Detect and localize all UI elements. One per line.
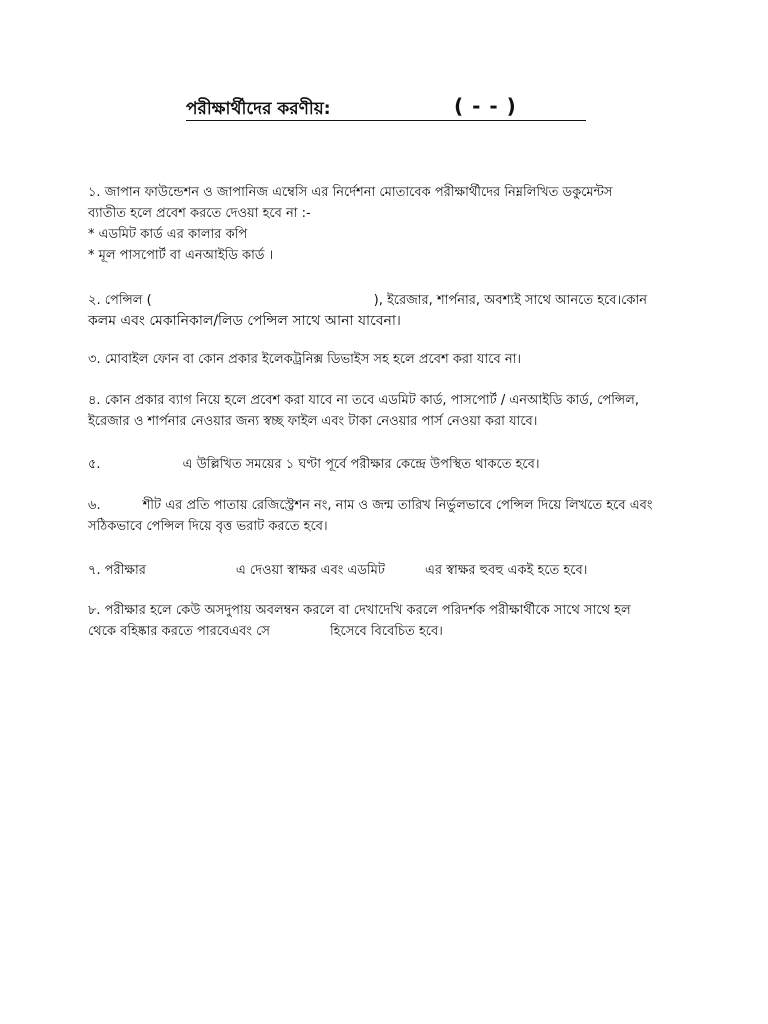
instruction-line: [88, 621, 680, 642]
instruction-line: কলম এবং মেকানিকাল/লিড পেন্সিল সাথে আনা যাবেনা।: [88, 313, 401, 329]
instruction-line: [88, 560, 680, 581]
instruction-line: * মূল পাসপোর্ট বা এনআইডি কার্ড ।: [88, 248, 274, 263]
instruction-item-7: [88, 560, 680, 581]
instruction-text: ৭. পরীক্ষার: [88, 563, 146, 578]
instruction-line: ৩. মোবাইল ফোন বা কোন প্রকার ইলেকট্রনিক্স ডিভাইস সহ হলে প্রবেশ করা যাবে না।: [88, 352, 521, 367]
instruction-item-3: [88, 349, 680, 370]
instruction-item-1: [88, 182, 680, 266]
instruction-line: ৮. পরীক্ষার হলে কেউ অসদুপায় অবলম্বন করলে বা দেখাদেখি করলে পরিদর্শক পরীক্ষার্থীকে সাথে সাথে হল: [88, 603, 631, 618]
instruction-text: ২. পেন্সিল (: [88, 293, 152, 308]
instruction-item-6: [88, 495, 680, 537]
instruction-item-2: [88, 290, 680, 332]
instruction-text: এ দেওয়া স্বাক্ষর এবং এডমিট: [235, 563, 385, 578]
instruction-line: [88, 290, 680, 311]
page-title: পরীক্ষার্থীদের করণীয়:: [186, 99, 331, 119]
instruction-text: থেকে বহিষ্কার করতে পারবেএবং সে: [88, 624, 270, 639]
instruction-number: ৫.: [88, 457, 101, 472]
instruction-line: ইরেজার ও শার্পনার নেওয়ার জন্য স্বচ্ছ ফাইল এবং টাকা নেওয়ার পার্স নেওয়া করা যাবে।: [88, 414, 538, 429]
exam-date-placeholder: ( - - ): [454, 94, 517, 118]
instruction-text: হিসেবে বিবেচিত হবে।: [329, 624, 443, 639]
instruction-line: ১. জাপান ফাউন্ডেশন ও জাপানিজ এম্বেসি এর নির্দেশনা মোতাবেক পরীক্ষার্থীদের নিম্নলিখিত ডকুমেন্টস: [88, 185, 613, 200]
instruction-item-5: [88, 454, 680, 475]
instruction-text: এর স্বাক্ষর হুবহু একই হতে হবে।: [424, 563, 588, 578]
instruction-line: [88, 454, 680, 475]
instruction-text: শীট এর প্রতি পাতায় রেজিস্ট্রেশন নং, নাম ও জন্ম তারিখ নির্ভুলভাবে পেন্সিল দিয়ে লিখতে হবে এবং: [142, 498, 653, 513]
instruction-item-8: [88, 600, 680, 642]
instruction-number: ৬.: [88, 498, 101, 513]
heading: [186, 96, 586, 121]
instruction-item-4: [88, 390, 680, 432]
instruction-line: ব্যাতীত হলে প্রবেশ করতে দেওয়া হবে না :-: [88, 206, 311, 221]
instruction-line: সঠিকভাবে পেন্সিল দিয়ে বৃত্ত ভরাট করতে হবে।: [88, 519, 328, 534]
instruction-text: ), ইরেজার, শার্পনার, অবশ্যই সাথে আনতে হবে।কোন: [373, 293, 648, 308]
instruction-line: * এডমিট কার্ড এর কালার কপি: [88, 227, 248, 242]
instruction-line: ৪. কোন প্রকার ব্যাগ নিয়ে হলে প্রবেশ করা যাবে না তবে এডমিট কার্ড, পাসপোর্ট / এনআইডি কার্ড, পেন্সিল,: [88, 393, 639, 408]
instruction-text: এ উল্লিখিত সময়ের ১ ঘণ্টা পূর্বে পরীক্ষার কেন্দ্রে উপস্থিত থাকতে হবে।: [182, 457, 540, 472]
instruction-line: [88, 495, 680, 516]
